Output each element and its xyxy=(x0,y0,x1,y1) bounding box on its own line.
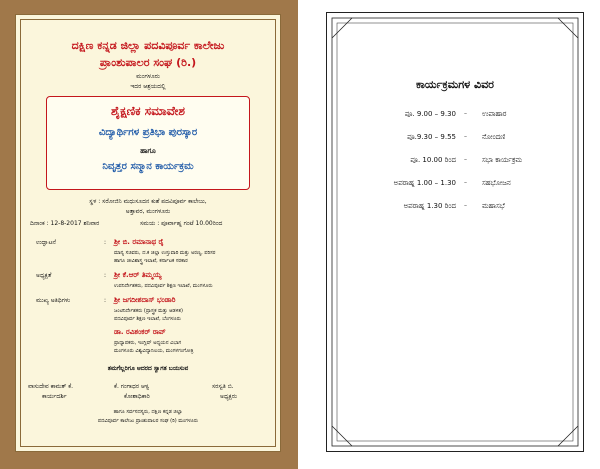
secretary-post: ಕಾರ್ಯದರ್ಶಿ xyxy=(42,393,67,400)
association-title-line1: ದಕ್ಷಿಣ ಕನ್ನಡ ಜಿಲ್ಲಾ ಪದವಿಪೂರ್ವ ಕಾಲೇಜು xyxy=(71,39,225,52)
inaugurator-name: ಶ್ರೀ ಬಿ. ರಮಾನಾಥ ರೈ xyxy=(114,238,164,246)
event-subtitle-1: ವಿದ್ಯಾರ್ಥಿಗಳ ಪ್ರತಿಭಾ ಪುರಸ್ಕಾರ xyxy=(98,127,198,138)
schedule-time-1: ಪೂ. 9.00 – 9.30 xyxy=(404,110,456,118)
schedule-separator: – xyxy=(464,156,467,163)
chief-guest-1-name: ಶ್ರೀ ಜಗದೀಶದಾಸ್ ಭಂಡಾರಿ xyxy=(114,296,176,304)
chief-guest-2-detail-2: ಮಂಗಳೂರು ವಿಶ್ವವಿದ್ಯಾನಿಲಯ, ಮಂಗಳಗಂಗೋತ್ರಿ xyxy=(114,348,194,354)
event-subtitle-2: ನಿವೃತ್ತರ ಸನ್ಮಾನ ಕಾರ್ಯಕ್ರಮ xyxy=(102,161,194,172)
role-colon: : xyxy=(104,297,107,304)
schedule-separator: – xyxy=(464,110,467,117)
schedule-event-5: ಮಹಾಸಭೆ xyxy=(482,202,505,210)
event-title-box xyxy=(46,96,250,190)
inaugurator-detail-1: ಮಾನ್ಯ ಸಚಿವರು, ದ.ಕ ಜಿಲ್ಲಾ ಉಸ್ತುವಾರಿ ಮತ್ತು ಅರಣ್ಯ, ಪರಿಸರ xyxy=(114,250,216,256)
chief-guest-2-detail-1: ಪ್ರಾಧ್ಯಾಪಕರು, ಇಂಗ್ಲಿಷ್ ಅಧ್ಯಯನ ವಿಭಾಗ xyxy=(114,340,182,346)
footer-line-2: ಪದವಿಪೂರ್ವ ಕಾಲೇಜು ಪ್ರಾಂಶುಪಾಲರ ಸಂಘ (ರಿ) ಮಂಗಳೂರು xyxy=(97,418,199,424)
venue-line-1: ಸ್ಥಳ : ಸರೋಜಿನಿ ಮಧುಸೂದನ ಕುಶೆ ಪದವಿಪೂರ್ವ ಕಾಲೇಜು, xyxy=(89,198,207,205)
schedule-separator: – xyxy=(464,179,467,186)
schedule-panel xyxy=(326,12,584,452)
treasurer-post: ಕೋಶಾಧಿಕಾರಿ xyxy=(124,393,150,400)
footer-line-1: ಹಾಗೂ ಸರ್ವಸದಸ್ಯರು, ದಕ್ಷಿಣ ಕನ್ನಡ ಜಿಲ್ಲಾ xyxy=(113,409,183,415)
event-conjunction: ಹಾಗೂ xyxy=(140,147,156,155)
president-detail-1: ಉಪನಿರ್ದೇಶಕರು, ಪದವಿಪೂರ್ವ ಶಿಕ್ಷಣ ಇಲಾಖೆ, ಮಂಗಳೂರು xyxy=(114,283,213,289)
chief-guest-1-detail-2: ಪದವಿಪೂರ್ವ ಶಿಕ್ಷಣ ಇಲಾಖೆ, ಬೆಂಗಳೂರು xyxy=(114,316,181,322)
secretary-name: ವಾಸುದೇವ ಕಾಮತ್ ಕೆ. xyxy=(28,383,74,390)
schedule-separator: – xyxy=(464,133,467,140)
schedule-event-1: ಉಪಾಹಾರ xyxy=(482,110,507,118)
invitation-card xyxy=(15,14,281,452)
schedule-time-3: ಪೂ. 10.00 ರಿಂದ xyxy=(410,156,456,164)
schedule-time-5: ಅಪರಾಹ್ನ 1.30 ರಿಂದ xyxy=(403,202,456,210)
president-name: ಶ್ರೀ ಕೆ.ಆರ್ ತಿಮ್ಮಯ್ಯ xyxy=(114,271,162,279)
role-label-president: ಅಧ್ಯಕ್ಷತೆ xyxy=(36,272,52,279)
welcome-line: ತಮಗೆಲ್ಲರಿಗೂ ಆದರದ ಸ್ವಾಗತ ಬಯಸುವ xyxy=(107,365,189,372)
association-title-line2: ಪ್ರಾಂಶುಪಾಲರ ಸಂಘ (ರಿ.) xyxy=(99,56,197,69)
role-label-inauguration: ಉದ್ಘಾಟನೆ xyxy=(36,239,56,246)
invitation-border xyxy=(0,0,298,469)
event-date: ದಿನಾಂಕ : 12-8-2017 ಶನಿವಾರ xyxy=(30,220,100,227)
chief-guest-2-name: ಡಾ. ರವಿಶಂಕರ್ ರಾವ್ xyxy=(114,328,166,336)
city-label: ಮಂಗಳೂರು xyxy=(136,73,160,80)
schedule-time-4: ಅಪರಾಹ್ನ 1.00 – 1.30 xyxy=(393,179,456,187)
treasurer-name: ಕೆ. ಗಂಗಾಧರ ಆಳ್ವ xyxy=(114,383,150,390)
role-label-chief-guests: ಮುಖ್ಯ ಅತಿಥಿಗಳು xyxy=(36,297,71,304)
schedule-heading: ಕಾರ್ಯಕ್ರಮಗಳ ವಿವರ xyxy=(416,78,494,91)
chief-guest-1-detail-1: ಜಂಟಿನಿರ್ದೇಶಕರು (ಪ್ರಾಸ್ತ್ರಕ ಮತ್ತು ಆಡಳಿತ) xyxy=(114,308,183,314)
role-colon: : xyxy=(104,272,107,279)
aegis-label: ಇದರ ಆಶ್ರಯದಲ್ಲಿ xyxy=(130,83,166,90)
schedule-event-2: ನೋಂದಣಿ xyxy=(482,133,506,141)
schedule-time-2: ಪೂ.9.30 – 9.55 xyxy=(407,133,456,141)
president-sig-post: ಅಧ್ಯಕ್ಷರು xyxy=(220,393,237,400)
event-main-title: ಶೈಕ್ಷಣಿಕ ಸಮಾವೇಶ xyxy=(111,104,185,118)
schedule-event-3: ಸಭಾ ಕಾರ್ಯಕ್ರಮ xyxy=(482,156,523,164)
role-colon: : xyxy=(104,239,107,246)
event-time: ಸಮಯ : ಪೂರ್ವಾಹ್ನ ಗಂಟೆ 10.00ರಿಂದ xyxy=(140,220,223,227)
schedule-event-4: ಸಹಭೋಜನ xyxy=(482,179,511,187)
venue-line-2: ಅತ್ತಾವರ, ಮಂಗಳೂರು xyxy=(125,208,171,215)
president-sig-name: ಸರಸ್ವತಿ ಬಿ. xyxy=(212,383,234,390)
inaugurator-detail-2: ಹಾಗೂ ಜೀವಿಶಾಸ್ತ್ರ ಇಲಾಖೆ, ಕರ್ನಾಟಕ ಸರಕಾರ xyxy=(114,258,188,264)
schedule-separator: – xyxy=(464,202,467,209)
